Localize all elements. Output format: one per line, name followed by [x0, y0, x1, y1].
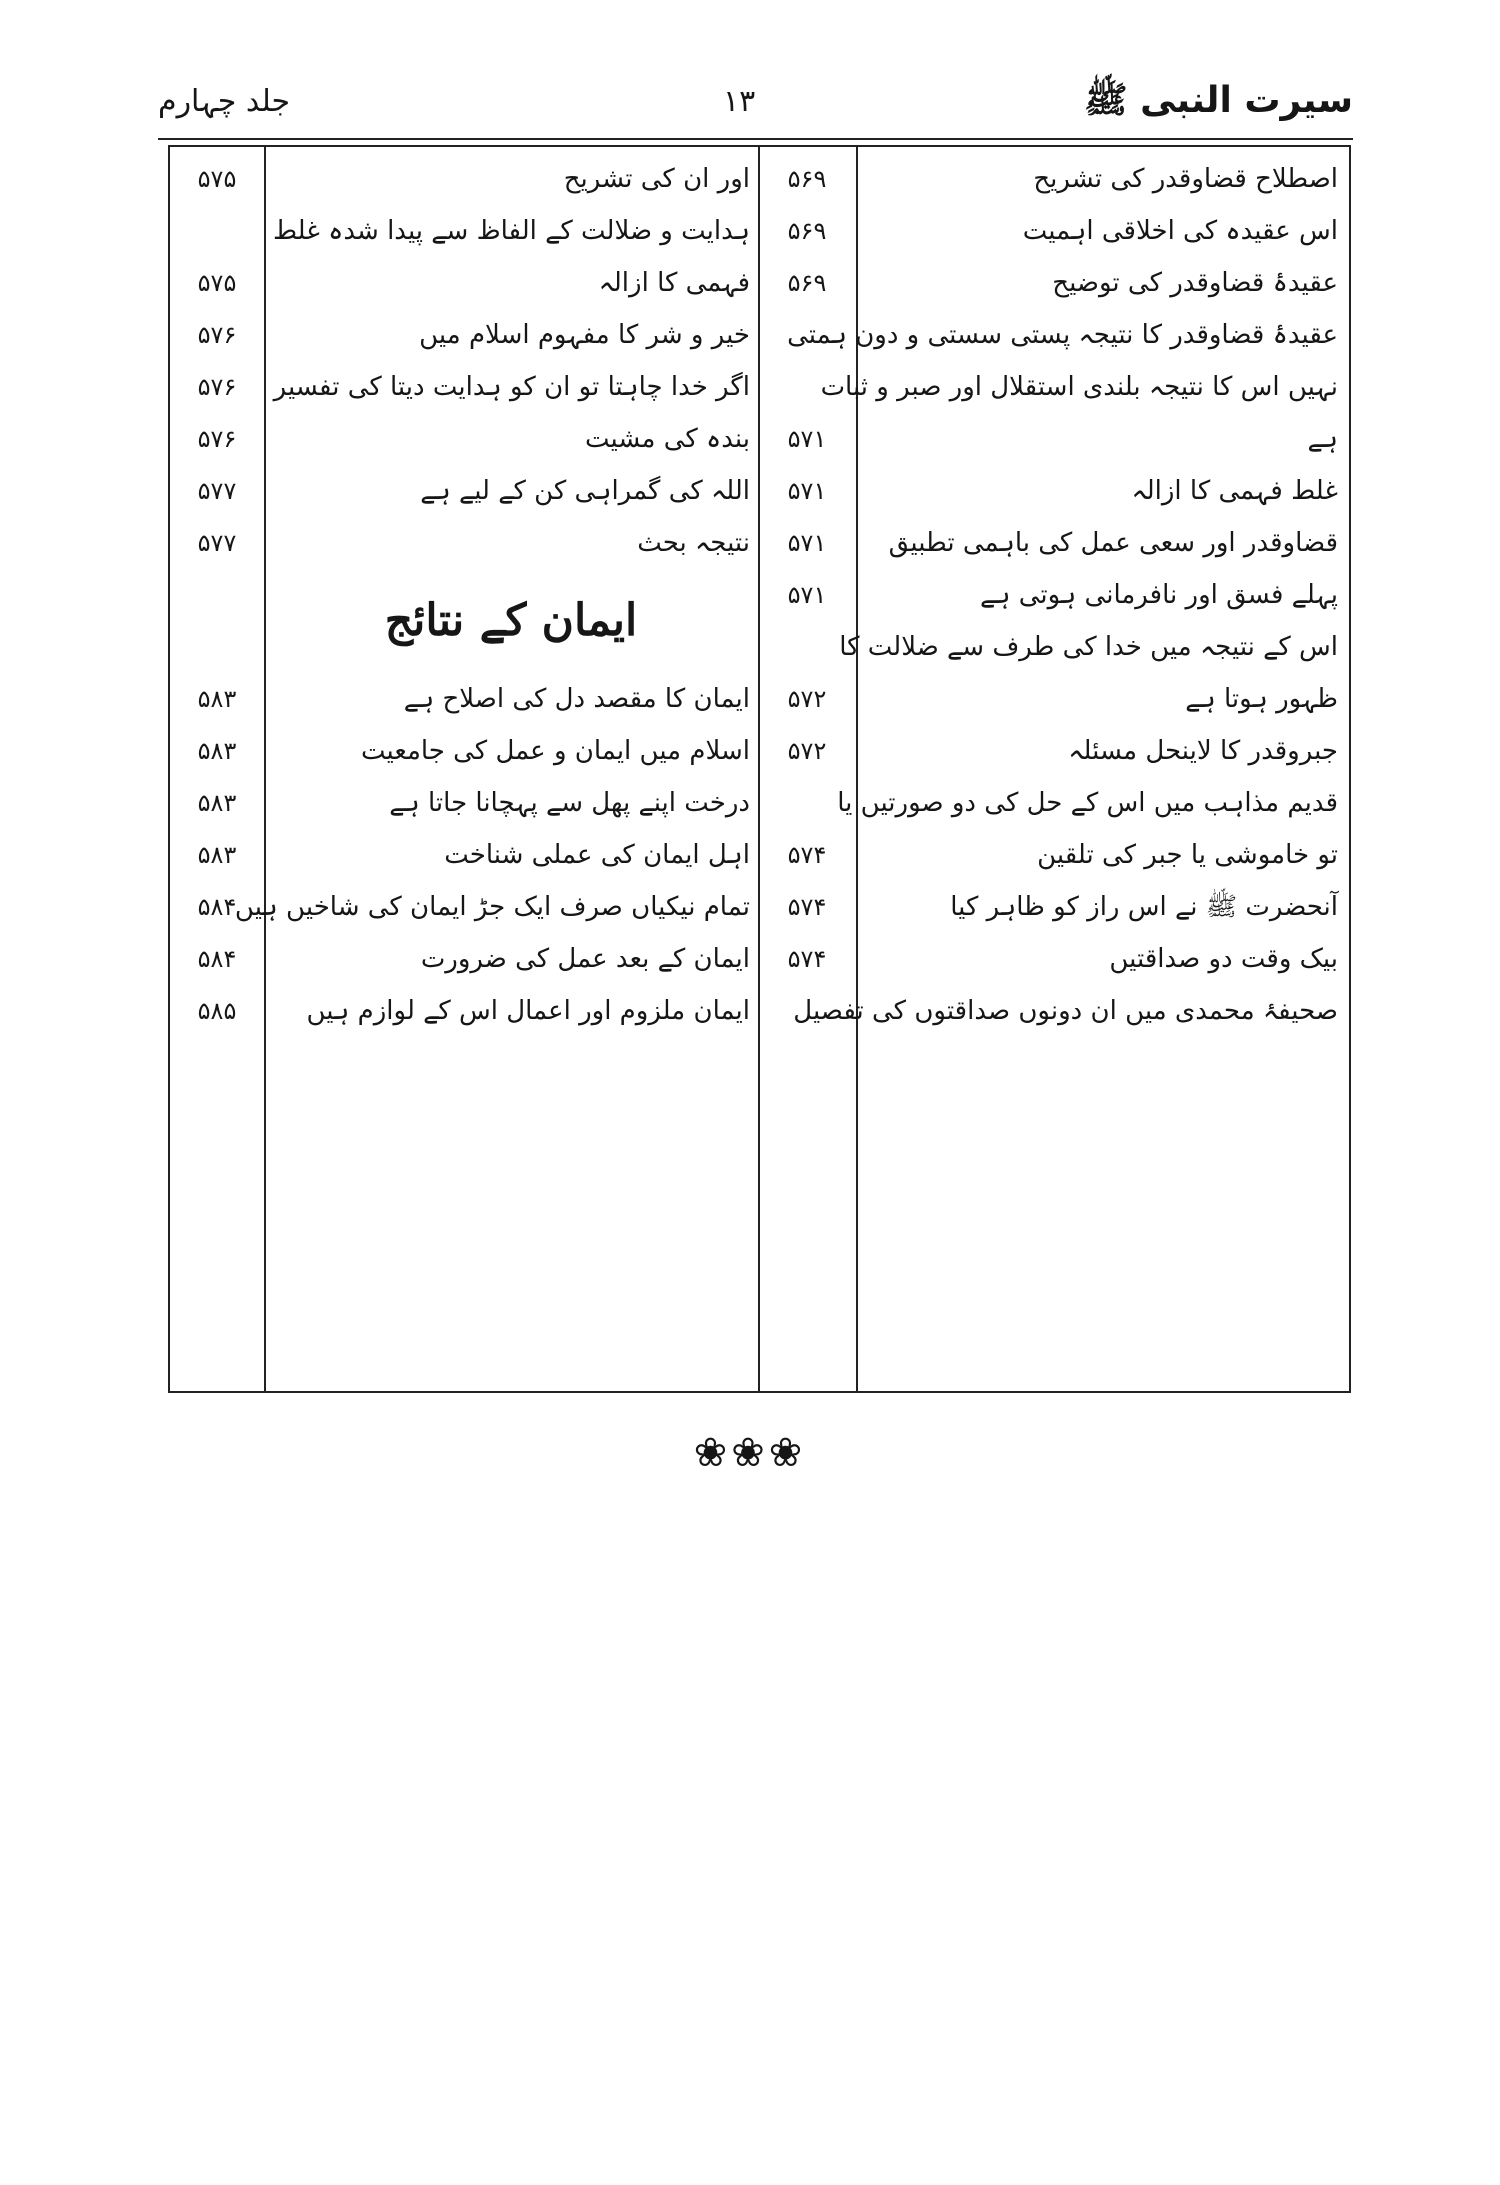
toc-entry-title: اصطلاح قضاوقدر کی تشریح	[1033, 164, 1338, 194]
toc-entry-page: ۵۷۲	[787, 685, 827, 713]
toc-row	[170, 153, 1349, 205]
toc-row	[170, 257, 1349, 309]
toc-entry-title: عقیدۂ قضاوقدر کا نتیجہ پستی سستی و دون ہمتی	[787, 320, 1338, 350]
toc-row	[170, 465, 1349, 517]
toc-entry-title: تمام نیکیاں صرف ایک جڑ ایمان کی شاخیں ہیں	[234, 892, 750, 922]
toc-entry-page: ۵۸۳	[197, 841, 237, 869]
toc-row	[170, 413, 1349, 465]
toc-entry-title: اگر خدا چاہتا تو ان کو ہدایت دیتا کی تفسیر	[273, 372, 750, 402]
toc-entry-title: درخت اپنے پھل سے پہچانا جاتا ہے	[389, 788, 750, 818]
toc-entry-page: ۵۷۷	[197, 529, 237, 557]
page-header	[158, 72, 1353, 142]
toc-entry-title: ایمان کے بعد عمل کی ضرورت	[420, 944, 750, 974]
toc-row	[170, 517, 1349, 569]
toc-entry-title: خیر و شر کا مفہوم اسلام میں	[419, 320, 750, 350]
toc-entry-page: ۵۷۱	[787, 529, 827, 557]
toc-entry-title: اہل ایمان کی عملی شناخت	[444, 840, 750, 870]
book-title: سیرت النبی ﷺ	[1084, 80, 1353, 121]
toc-entry-title: بیک وقت دو صداقتیں	[1109, 944, 1338, 974]
toc-entry-page: ۵۷۱	[787, 425, 827, 453]
toc-entry-page: ۵۷۴	[787, 841, 827, 869]
toc-entry-title: آنحضرت ﷺ نے اس راز کو ظاہر کیا	[950, 892, 1338, 922]
toc-entry-title: قضاوقدر اور سعی عمل کی باہمی تطبیق	[888, 528, 1338, 558]
toc-entry-title: تو خاموشی یا جبر کی تلقین	[1037, 840, 1338, 870]
toc-entry-page: ۵۷۴	[787, 893, 827, 921]
toc-entry-page: ۵۷۵	[197, 165, 237, 193]
toc-entry-page	[174, 205, 260, 257]
toc-entry-page: ۵۷۵	[197, 269, 237, 297]
toc-entry-title: ایمان کا مقصد دل کی اصلاح ہے	[403, 684, 750, 714]
toc-entry-title: عقیدۂ قضاوقدر کی توضیح	[1052, 268, 1338, 298]
toc-entry-page: ۵۷۷	[197, 477, 237, 505]
toc-entry-title: غلط فہمی کا ازالہ	[1131, 476, 1338, 506]
toc-entry-page: ۵۷۱	[787, 581, 827, 609]
end-ornament: ❀❀❀	[693, 1430, 807, 1476]
toc-entry-page: ۵۷۴	[787, 945, 827, 973]
toc-entry-title: نتیجہ بحث	[637, 528, 750, 558]
toc-entry-page: ۵۸۳	[197, 737, 237, 765]
toc-entry-page: ۵۸۴	[197, 893, 237, 921]
toc-entry-title: اس عقیدہ کی اخلاقی اہمیت	[1022, 216, 1338, 246]
toc-entry-title: اللہ کی گمراہی کن کے لیے ہے	[420, 476, 750, 506]
toc-entry-page: ۵۷۱	[787, 477, 827, 505]
toc-entry-page: ۵۷۶	[197, 373, 237, 401]
toc-entry-title: نہیں اس کا نتیجہ بلندی استقلال اور صبر و ثبات	[820, 372, 1338, 402]
toc-entry-title: ایمان ملزوم اور اعمال اس کے لوازم ہیں	[306, 996, 750, 1026]
toc-row	[170, 673, 1349, 725]
toc-entry-page: ۵۷۶	[197, 321, 237, 349]
table-of-contents	[168, 145, 1351, 1393]
page-number: ۱۳	[723, 84, 756, 119]
toc-entry-page: ۵۸۳	[197, 789, 237, 817]
toc-entry-page: ۵۸۵	[197, 997, 237, 1025]
toc-entry-title: جبروقدر کا لاینحل مسئلہ	[1068, 736, 1338, 766]
toc-entry-page: ۵۸۴	[197, 945, 237, 973]
toc-entry-page	[764, 621, 850, 673]
toc-row	[170, 361, 1349, 413]
toc-row	[170, 985, 1349, 1037]
toc-row	[170, 933, 1349, 985]
toc-entry-title: اسلام میں ایمان و عمل کی جامعیت	[361, 736, 750, 766]
toc-entry-title: فہمی کا ازالہ	[598, 268, 750, 298]
toc-entry-title: بندہ کی مشیت	[584, 424, 750, 454]
toc-entry-page: ۵۶۹	[787, 217, 827, 245]
toc-entry-title: ظہور ہوتا ہے	[1185, 684, 1338, 714]
toc-row	[170, 829, 1349, 881]
toc-entry-page: ۵۷۲	[787, 737, 827, 765]
toc-row	[170, 777, 1349, 829]
toc-entry-title: پہلے فسق اور نافرمانی ہوتی ہے	[979, 580, 1338, 610]
toc-entry-title: ہے	[1307, 424, 1338, 454]
toc-entry-page: ۵۷۶	[197, 425, 237, 453]
toc-entry-page: ۵۶۹	[787, 269, 827, 297]
toc-row	[170, 205, 1349, 257]
toc-entry-title: اس کے نتیجہ میں خدا کی طرف سے ضلالت کا	[839, 632, 1338, 662]
toc-entry-page: ۵۶۹	[787, 165, 827, 193]
header-rule	[158, 138, 1353, 140]
toc-entry-title: قدیم مذاہب میں اس کے حل کی دو صورتیں یا	[837, 788, 1338, 818]
toc-row	[170, 725, 1349, 777]
toc-entry-title: صحیفۂ محمدی میں ان دونوں صداقتوں کی تفصیل	[793, 996, 1338, 1026]
section-heading: ایمان کے نتائج	[384, 595, 638, 646]
toc-entry-title: ہدایت و ضلالت کے الفاظ سے پیدا شدہ غلط	[273, 216, 750, 246]
toc-row	[170, 881, 1349, 933]
toc-row	[170, 309, 1349, 361]
toc-entry-title: اور ان کی تشریح	[563, 164, 750, 194]
toc-entry-page: ۵۸۳	[197, 685, 237, 713]
volume-label: جلد چہارم	[158, 84, 291, 119]
